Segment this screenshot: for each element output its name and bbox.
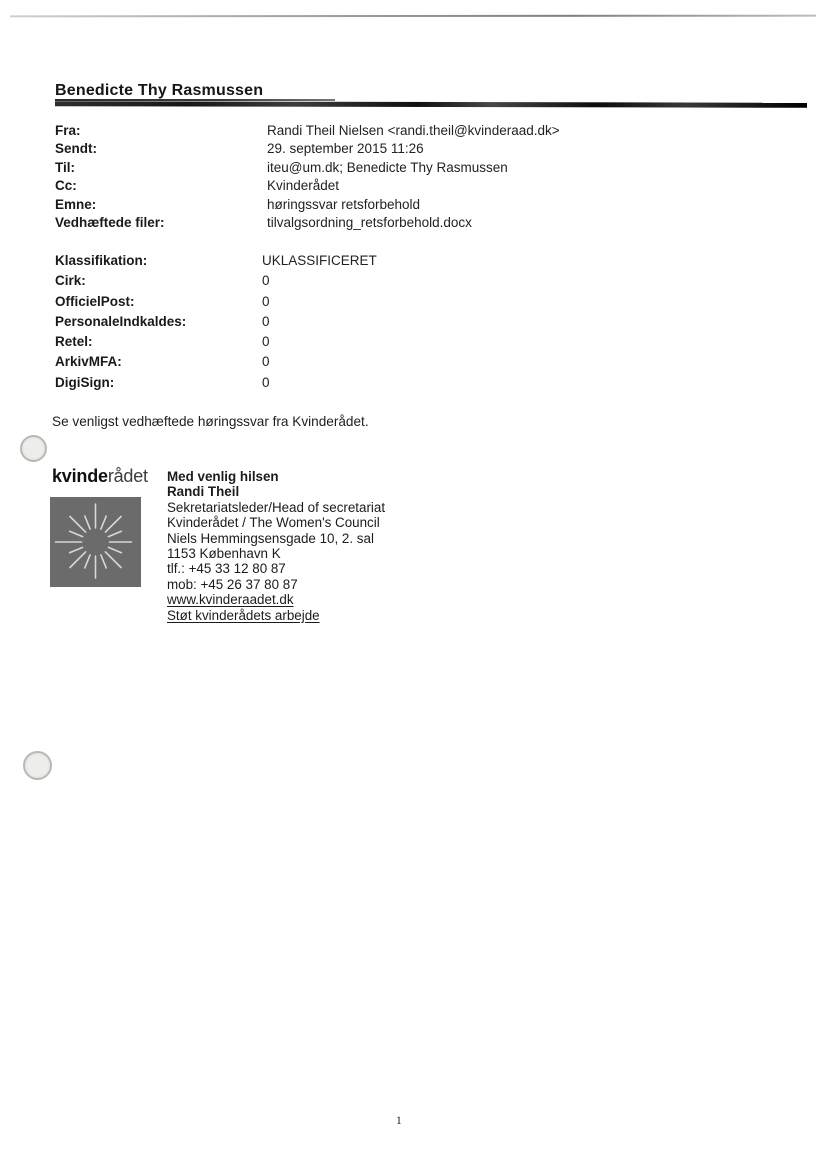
field-label-attachments: Vedhæftede filer:: [55, 215, 165, 231]
signature-block: [167, 469, 507, 623]
email-field-row-sendt: [55, 140, 755, 158]
field-value-cc: Kvinderådet: [267, 178, 340, 194]
scan-edge-line: [10, 15, 816, 18]
support-link[interactable]: Støt kvinderådets arbejde: [167, 607, 320, 623]
field-value-personaleindkaldes: 0: [262, 313, 270, 329]
field-label-emne: Emne:: [55, 196, 97, 212]
class-field-row-retel: [55, 332, 755, 352]
page-title: Benedicte Thy Rasmussen: [55, 82, 264, 99]
signature-greeting: Med venlig hilsen: [167, 469, 279, 484]
email-field-row-emne: [55, 196, 755, 214]
email-body-text: Se venligst vedhæftede høringssvar fra Kvinderådet.: [52, 414, 369, 429]
kvinderaadet-starburst-logo: [50, 497, 141, 587]
class-field-row-cirk: [55, 271, 755, 291]
signature-address-street: Niels Hemmingsensgade 10, 2. sal: [167, 530, 374, 546]
field-label-retel: Retel:: [55, 334, 93, 350]
hole-punch-mark-bottom: [23, 751, 52, 780]
signature-mobile: mob: +45 26 37 80 87: [167, 576, 298, 592]
website-link[interactable]: www.kvinderaadet.dk: [167, 592, 294, 608]
signature-name: Randi Theil: [167, 484, 240, 500]
email-header-block: [55, 122, 755, 232]
field-label-officielpost: OfficielPost:: [55, 293, 135, 309]
signature-address-city: 1153 København K: [167, 546, 281, 562]
signature-phone: tlf.: +45 33 12 80 87: [167, 561, 286, 577]
field-label-cc: Cc:: [55, 178, 77, 194]
wordmark-bold-part: kvinde: [52, 466, 108, 486]
class-field-row-personaleindkaldes: [55, 312, 755, 332]
classification-block: [55, 251, 755, 393]
field-label-fra: Fra:: [55, 123, 81, 138]
email-field-row-cc: [55, 177, 755, 195]
class-field-row-arkivmfa: [55, 352, 755, 372]
field-label-sendt: Sendt:: [55, 141, 97, 157]
wordmark-light-part: rådet: [107, 466, 148, 486]
field-label-til: Til:: [55, 159, 75, 175]
class-field-row-digisign: [55, 373, 755, 393]
signature-organization: Kvinderådet / The Women's Council: [167, 515, 380, 531]
field-value-emne: høringssvar retsforbehold: [267, 196, 421, 212]
field-label-arkivmfa: ArkivMFA:: [55, 354, 122, 370]
field-value-officielpost: 0: [262, 293, 270, 309]
email-field-row-attachments: [55, 214, 755, 232]
field-label-digisign: DigiSign:: [55, 374, 115, 390]
field-value-klassifikation: UKLASSIFICERET: [262, 253, 377, 268]
field-label-klassifikation: Klassifikation:: [55, 253, 148, 268]
header-divider: [55, 101, 807, 108]
hole-punch-mark-top: [20, 435, 47, 462]
class-field-row-klassifikation: [55, 251, 755, 271]
field-value-sendt: 29. september 2015 11:26: [267, 141, 424, 157]
field-label-cirk: Cirk:: [55, 273, 86, 289]
signature-job-title: Sekretariatsleder/Head of secretariat: [167, 499, 386, 515]
email-field-row-til: [55, 159, 755, 177]
field-value-til: iteu@um.dk; Benedicte Thy Rasmussen: [267, 159, 508, 175]
field-label-personaleindkaldes: PersonaleIndkaldes:: [55, 313, 187, 329]
field-value-arkivmfa: 0: [262, 354, 270, 370]
field-value-cirk: 0: [262, 273, 270, 289]
kvinderaadet-wordmark: [52, 466, 148, 487]
page-number: 1: [396, 1115, 402, 1127]
field-value-digisign: 0: [262, 374, 270, 390]
field-value-fra: Randi Theil Nielsen <randi.theil@kvinderaad.dk>: [267, 123, 560, 138]
email-field-row-fra: [55, 122, 755, 140]
field-value-retel: 0: [262, 334, 270, 350]
starburst-icon: [50, 497, 141, 587]
field-value-attachments: tilvalgsordning_retsforbehold.docx: [267, 215, 472, 231]
class-field-row-officielpost: [55, 292, 755, 312]
